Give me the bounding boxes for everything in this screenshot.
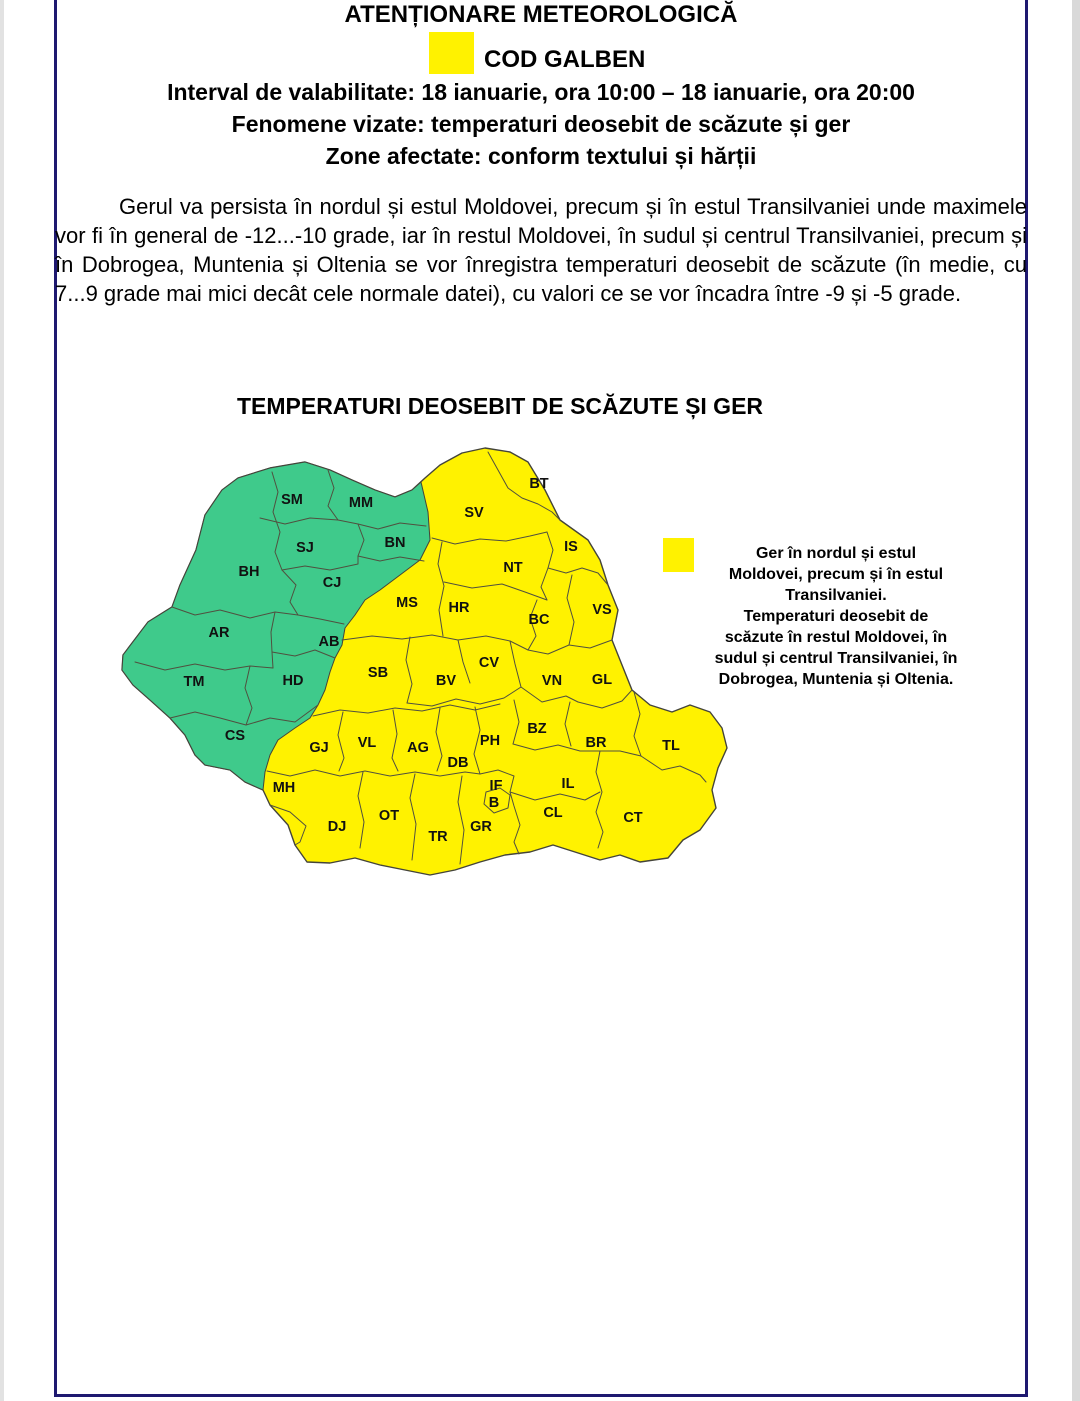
county-label-BV: BV [435, 673, 457, 689]
page-edge-right [1072, 0, 1080, 1401]
county-label-CV: CV [478, 655, 500, 671]
yellow-code-swatch [429, 32, 474, 74]
county-label-MS: MS [396, 595, 418, 611]
county-label-SJ: SJ [296, 540, 314, 556]
county-label-BZ: BZ [527, 721, 547, 737]
county-label-GR: GR [470, 819, 492, 835]
map-title: TEMPERATURI DEOSEBIT DE SCĂZUTE ȘI GER [236, 393, 764, 419]
county-label-CT: CT [623, 810, 643, 826]
county-label-AB: AB [318, 634, 340, 650]
legend-line: Dobrogea, Muntenia și Oltenia. [718, 671, 954, 688]
county-label-PH: PH [479, 733, 501, 749]
county-label-TM: TM [183, 674, 205, 690]
county-label-DB: DB [447, 755, 469, 771]
legend-line: Moldovei, precum și în estul [728, 566, 944, 583]
county-label-IS: IS [564, 539, 578, 555]
county-label-B: B [488, 795, 500, 811]
county-label-MM: MM [348, 495, 374, 511]
county-label-HD: HD [282, 673, 304, 689]
county-label-BC: BC [528, 612, 550, 628]
county-label-IL: IL [561, 776, 575, 792]
county-label-GJ: GJ [309, 740, 329, 756]
county-label-SM: SM [281, 492, 303, 508]
county-label-BR: BR [585, 735, 607, 751]
county-label-AG: AG [407, 740, 429, 756]
legend-line: Temperaturi deosebit de [743, 608, 929, 625]
county-label-TR: TR [428, 829, 448, 845]
legend-line: sudul și centrul Transilvaniei, în [714, 650, 958, 667]
county-label-VS: VS [592, 602, 612, 618]
county-label-BN: BN [384, 535, 406, 551]
map-legend-text [700, 543, 972, 690]
county-label-AR: AR [208, 625, 230, 641]
county-label-CL: CL [543, 805, 563, 821]
validity-interval-line: Interval de valabilitate: 18 ianuarie, ora 10:00 – 18 ianuarie, ora 20:00 [167, 79, 915, 105]
phenomena-line: Fenomene vizate: temperaturi deosebit de scăzute și ger [231, 111, 851, 137]
county-label-CS: CS [224, 728, 246, 744]
county-label-CJ: CJ [322, 575, 342, 591]
legend-line: Transilvaniei. [785, 587, 887, 604]
county-label-BT: BT [529, 476, 549, 492]
warning-code-label: COD GALBEN [484, 46, 646, 73]
warning-code-row [54, 30, 1028, 76]
county-label-GL: GL [591, 672, 613, 688]
county-label-HR: HR [448, 600, 470, 616]
county-label-NT: NT [503, 560, 523, 576]
romania-counties-map [110, 440, 750, 892]
county-label-SV: SV [464, 505, 484, 521]
affected-zones-line: Zone afectate: conform textului și hărții [325, 143, 757, 169]
county-label-MH: MH [272, 780, 296, 796]
page-edge-left [0, 0, 4, 1401]
warning-body-paragraph: Gerul va persista în nordul și estul Moldovei, precum și în estul Transilvaniei unde maximele vor fi în general de -12...-10 grade, iar în restul Moldovei, în sudul și centrul Transilvaniei, precum și în Dobrogea, Muntenia și Oltenia se vor înregistra temperaturi deosebit de scăzute (în medie, cu 7...9 grade mai mici decât cele normale datei), cu valori ce se vor încadra între -9 și -5 grade. [55, 194, 1027, 306]
county-label-OT: OT [378, 808, 400, 824]
legend-yellow-swatch [663, 538, 694, 572]
county-label-TL: TL [662, 738, 680, 754]
county-label-BH: BH [238, 564, 260, 580]
county-label-DJ: DJ [327, 819, 347, 835]
document-title: ATENȚIONARE METEOROLOGICĂ [344, 1, 738, 28]
county-label-VN: VN [541, 673, 563, 689]
county-label-VL: VL [357, 735, 377, 751]
county-label-SB: SB [367, 665, 389, 681]
legend-line: scăzute în restul Moldovei, în [724, 629, 948, 646]
legend-line: Ger în nordul și estul [755, 545, 917, 562]
county-label-IF: IF [489, 778, 503, 794]
